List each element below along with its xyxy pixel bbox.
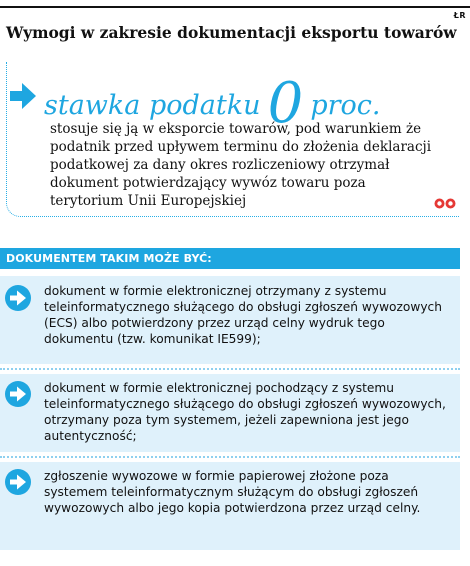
top-rule [0,6,470,8]
section-label [0,248,460,269]
page-title: Wymogi w zakresie dokumentacji eksportu towarów [6,23,457,42]
divider [0,456,460,458]
list-item-text: dokument w formie elektronicznej pochodzący z systemu teleinformatycznego służącego do obsługi zgłoszeń wywozowych, otrzymany poza tym systemem, jeżeli zapewniona jest jego autentyczność; [44,381,446,443]
list-item [0,374,460,452]
section-label-text: DOKUMENTEM TAKIM MOŻE BYĆ: [6,252,212,265]
rate-suffix: proc. [310,90,381,121]
list-item-text: zgłoszenie wywozowe w formie papierowej złożone poza systemem teleinformatycznym służącym do obsługi zgłoszeń wywozowych albo jego kopia potwierdzona przez urząd celny. [44,469,421,515]
source-badge-icon [434,198,456,209]
arrow-circle-icon [4,284,32,312]
rate-description: stosuje się ją w eksporcie towarów, pod warunkiem że podatnik przed upływem terminu do złożenia deklaracji podatkowej za dany okres rozliczeniowy otrzymał dokument potwierdzający wywóz towaru poza terytorium Unii Europejskiej [50,121,432,209]
arrow-circle-icon [4,468,32,496]
arrow-circle-icon [4,380,32,408]
list-item [0,276,460,364]
author-initials: ŁR [453,11,466,20]
list-item-text: dokument w formie elektronicznej otrzymany z systemu teleinformatycznego służącego do obsługi zgłoszeń wywozowych (ECS) albo potwierdzony przez urząd celny wydruk tego dokumentu (tzw. komunikat IE599); [44,284,442,346]
list-item [0,462,460,550]
divider [0,368,460,370]
rate-heading [44,68,381,136]
arrow-right-icon [8,80,38,112]
rate-prefix: stawka podatku [44,90,261,121]
rate-zero: 0 [267,71,304,136]
